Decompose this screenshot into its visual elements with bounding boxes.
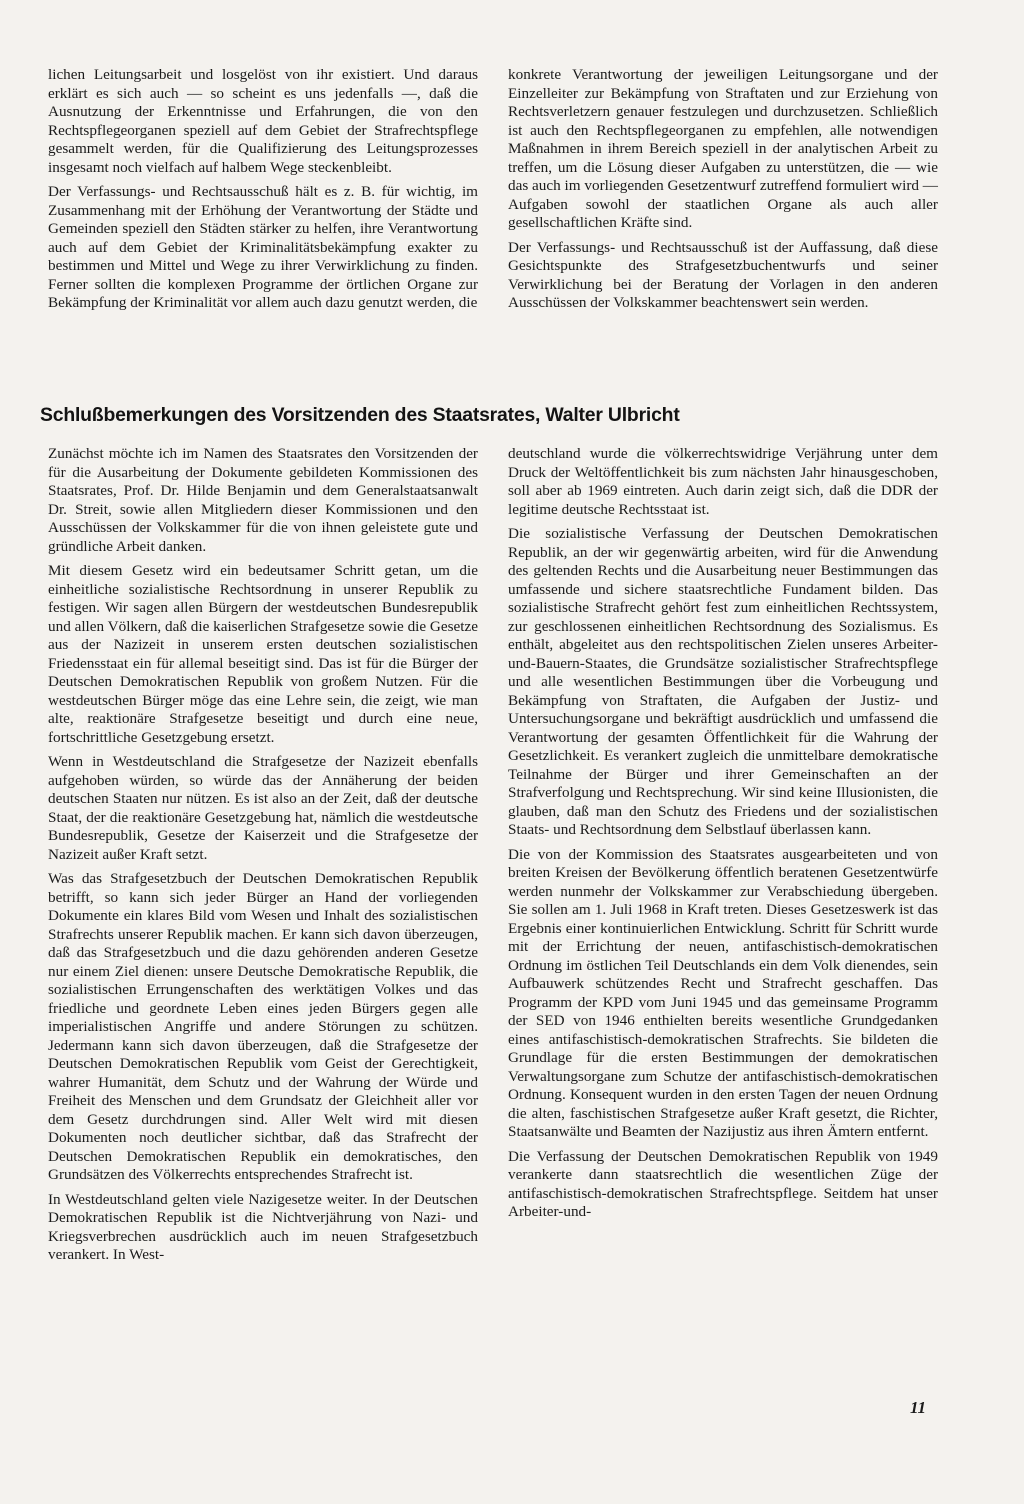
page-number: 11 — [910, 1398, 927, 1417]
paragraph: Die sozialistische Verfassung der Deutschen Demokratischen Republik, an der wir gegenwärtig arbeiten, wird für die Anwendung des geltenden Rechts und die Ausarbeitung neuer Bestimmungen das umfassende und sichere staatsrechtliche Fundament bilden. Das sozialistische Strafrecht gehört fest zum einheitlichen Rechtssystem, zur geschlossenen einheitlichen Rechtsordnung des Sozialismus. Es enthält, abgeleitet aus den rechtspolitischen Zielen unseres Arbeiter-und-Bauern-Staates, die Grundsätze sozialistischer Strafrechtspflege und alle wesentlichen Bestimmungen über die Vorbeugung und Bekämpfung von Straftaten, die Aufgaben der Justiz- und Untersuchungsorgane und bekräftigt ausdrücklich und umfassend die Verantwortung der gesamten Öffentlichkeit für die Wahrung der Gesetzlichkeit. Es verankert zugleich die unmittelbare demokratische Teilnahme der Bürger und ihrer Gemeinschaften an der Strafverfolgung und Rechtsprechung. Wir sind keine Illusionisten, die glauben, daß man den Schutz des Friedens und der sozialistischen Staats- und Rechtsordnung dem Selbstlauf überlassen kann. — [508, 525, 938, 838]
paragraph: Die von der Kommission des Staatsrates ausgearbeiteten und von breiten Kreisen der Bevölkerung öffentlich beratenen Gesetzentwürfe werden nunmehr der Volkskammer zur Verabschiedung übergeben. Sie sollen am 1. Juli 1968 in Kraft treten. Dieses Gesetzeswerk ist das Ergebnis einer kontinuierlichen Entwicklung. Schritt für Schritt wurde mit der Errichtung der neuen, antifaschistisch-demokratischen Ordnung im östlichen Teil Deutschlands ein dem Volk dienendes, sein Aufbauwerk schützendes Recht und Strafrecht geschaffen. Das Programm der KPD vom Juni 1945 und das gemeinsame Programm der SED von 1946 enthielten bereits wesentliche Grundgedanken eines antifaschistisch-demokratischen Strafrechts. Sie bildeten die Grundlage für die ersten Bestimmungen der demokratischen Verwaltungsorgane zum Schutze der antifaschistisch-demokratischen Ordnung. Konsequent wurden in den ersten Tagen der neuen Ordnung die alten, faschistischen Strafgesetze außer Kraft gesetzt, die Richter, Staatsanwälte und Beamten der Nazijustiz aus ihren Ämtern entfernt. — [508, 845, 938, 1140]
paragraph: In Westdeutschland gelten viele Nazigesetze weiter. In der Deutschen Demokratischen Republik ist die Nichtverjährung von Nazi- und Kriegsverbrechen ausdrücklich auch im neuen Strafgesetzbuch verankert. In West- — [48, 1190, 478, 1263]
top-left-column — [48, 66, 478, 319]
bottom-left-column — [48, 445, 478, 1271]
paragraph: konkrete Verantwortung der jeweiligen Leitungsorgane und der Einzelleiter zur Bekämpfung von Straftaten und zur Erziehung von Rechtsverletzern genauer festzulegen und durchzusetzen. Schließlich ist auch den Rechtspflegeorganen zu empfehlen, alle notwendigen Maßnahmen in ihrem Bereich speziell in der analytischen Arbeit zu treffen, um die Lösung dieser Aufgaben zu unterstützen, die — wie das auch im vorliegenden Gesetzentwurf zutreffend formuliert wird — Aufgaben sowohl der staatlichen Organe als auch aller gesellschaftlichen Kräfte sind. — [508, 66, 938, 231]
paragraph: Was das Strafgesetzbuch der Deutschen Demokratischen Republik betrifft, so kann sich jeder Bürger an Hand der vorliegenden Dokumente ein klares Bild vom Wesen und Inhalt des sozialistischen Strafrechts unserer Republik machen. Er kann sich davon überzeugen, daß das Strafgesetzbuch und die dazu gehörenden anderen Gesetze nur einem Ziel dienen: unsere Deutsche Demokratische Republik, die sozialistischen Errungenschaften des werktätigen Volkes und das friedliche und geordnete Leben eines jeden Bürgers gegen alle imperialistischen Angriffe und andere Störungen zu schützen. Jedermann kann sich davon überzeugen, daß die Strafgesetze der Deutschen Demokratischen Republik vom Geist der Gerechtigkeit, wahrer Humanität, dem Schutz und der Wahrung der Würde und Freiheit des Menschen und dem Grundsatz der Gleichheit aller vor dem Gesetz durchdrungen sind. Aller Welt wird mit diesen Dokumenten noch deutlicher sichtbar, daß das Strafrecht der Deutschen Demokratischen Republik ein demokratisches, den Grundsätzen des Völkerrechts entsprechendes Strafrecht ist. — [48, 870, 478, 1183]
top-right-column — [508, 66, 938, 319]
paragraph: Wenn in Westdeutschland die Strafgesetze der Nazizeit ebenfalls aufgehoben würden, so würde das der Annäherung der beiden deutschen Staaten nur nützen. Es ist also an der Zeit, daß der deutsche Staat, der die reaktionäre Gesetzgebung hat, nämlich die westdeutsche Bundesrepublik, Gesetze der Kaiserzeit und die Strafgesetze der Nazizeit außer Kraft setzt. — [48, 753, 478, 863]
paragraph: Der Verfassungs- und Rechtsausschuß ist der Auffassung, daß diese Gesichtspunkte des Strafgesetzbuchentwurfs und seiner Verwirklichung bei der Beratung der Vorlagen in den anderen Ausschüssen der Volkskammer beachtenswert sein werden. — [508, 238, 938, 311]
paragraph: Mit diesem Gesetz wird ein bedeutsamer Schritt getan, um die einheitliche sozialistische Rechtsordnung in unserer Republik zu festigen. Wir sagen allen Bürgern der westdeutschen Bundesrepublik und allen Völkern, daß die kaiserlichen Strafgesetze sowie die Gesetze aus der Nazizeit in unserem ersten deutschen sozialistischen Friedensstaat ein für allemal beseitigt sind. Das ist für die Bürger der Deutschen Demokratischen Republik von großem Nutzen. Für die westdeutschen Bürger möge das eine Lehre sein, die zeigt, wie man alte, reaktionäre Strafgesetze beseitigt und durch eine neue, fortschrittliche Gesetzgebung ersetzt. — [48, 562, 478, 746]
paragraph: Zunächst möchte ich im Namen des Staatsrates den Vorsitzenden der für die Ausarbeitung der Dokumente gebildeten Kommissionen des Staatsrates, Prof. Dr. Hilde Benjamin und dem Generalstaatsanwalt Dr. Streit, sowie allen Mitgliedern dieser Kommissionen und den Ausschüssen der Volkskammer für die von ihnen geleistete gute und gründliche Arbeit danken. — [48, 445, 478, 555]
paragraph: deutschland wurde die völkerrechtswidrige Verjährung unter dem Druck der Weltöffentlichkeit bis zum nächsten Jahr hinausgeschoben, soll aber ab 1969 eintreten. Auch darin zeigt sich, daß die DDR der legitime deutsche Rechtsstaat ist. — [508, 445, 938, 518]
paragraph: Der Verfassungs- und Rechtsausschuß hält es z. B. für wichtig, im Zusammenhang mit der Erhöhung der Verantwortung der Städte und Gemeinden speziell den Städten stärker zu helfen, ihre Verantwortung auch auf dem Gebiet der Kriminalitätsbekämpfung exakter zu bestimmen und Mittel und Wege zu ihrer Verwirklichung zu finden. Ferner sollten die komplexen Programme der örtlichen Organe zur Bekämpfung der Kriminalität vor allem auch dazu genutzt werden, die — [48, 183, 478, 311]
paragraph: Die Verfassung der Deutschen Demokratischen Republik von 1949 verankerte dann staatsrechtlich die wesentlichen Züge der antifaschistisch-demokratischen Strafrechtspflege. Seitdem hat unser Arbeiter-und- — [508, 1147, 938, 1220]
bottom-right-column — [508, 445, 938, 1228]
section-heading: Schlußbemerkungen des Vorsitzenden des Staatsrates, Walter Ulbricht — [40, 404, 680, 426]
paragraph: lichen Leitungsarbeit und losgelöst von ihr existiert. Und daraus erklärt es sich auch — so scheint es uns jedenfalls —, daß die Ausnutzung der Erkenntnisse und Erfahrungen, die von den Rechtspflegeorganen speziell auf dem Gebiet der Strafrechtspflege gesammelt werden, für die Qualifizierung des Leitungsprozesses insgesamt noch vielfach auf halbem Wege steckenbleibt. — [48, 66, 478, 176]
